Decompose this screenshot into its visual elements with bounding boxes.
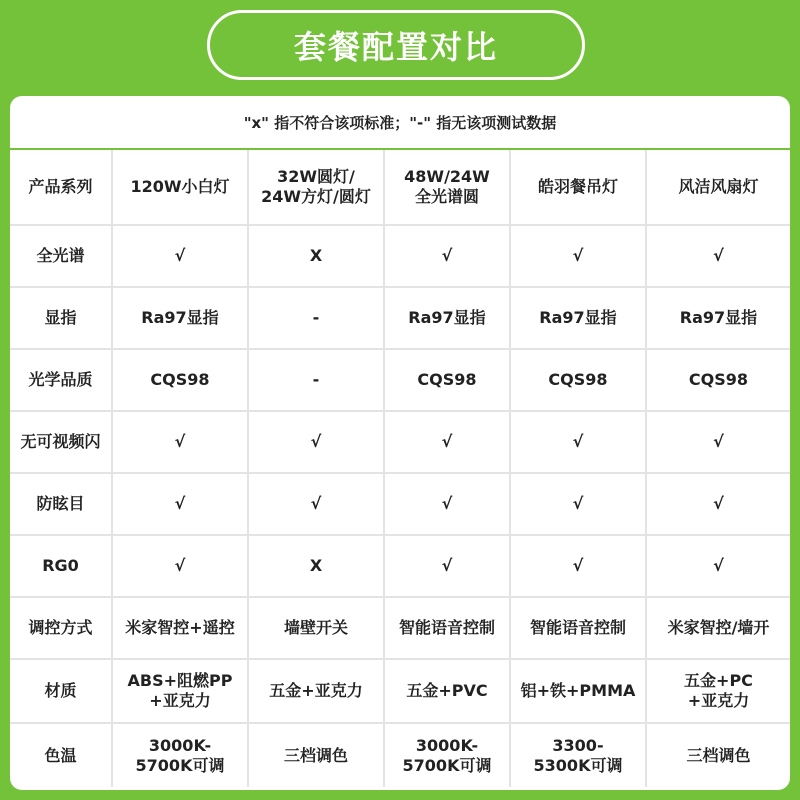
- table-cell: √: [248, 473, 384, 535]
- table-cell: ABS+阻燃PP +亚克力: [112, 659, 248, 723]
- product-header-cell: 32W圆灯/ 24W方灯/圆灯: [248, 150, 384, 225]
- table-cell: CQS98: [112, 349, 248, 411]
- table-cell: X: [248, 225, 384, 287]
- product-header-cell: 风洁风扇灯: [646, 150, 790, 225]
- table-cell: √: [248, 411, 384, 473]
- table-cell: 五金+PC +亚克力: [646, 659, 790, 723]
- table-cell: √: [112, 411, 248, 473]
- table-cell: CQS98: [384, 349, 510, 411]
- table-cell: √: [112, 473, 248, 535]
- table-cell: -: [248, 349, 384, 411]
- table-row: [10, 473, 790, 535]
- page-title: 套餐配置对比: [293, 28, 498, 66]
- table-cell: Ra97显指: [112, 287, 248, 349]
- table-row: [10, 597, 790, 659]
- table-row: [10, 723, 790, 787]
- table-cell: 3300- 5300K可调: [510, 723, 646, 787]
- table-cell: 3000K- 5700K可调: [112, 723, 248, 787]
- table-cell: √: [646, 473, 790, 535]
- table-cell: CQS98: [510, 349, 646, 411]
- product-header-cell: 48W/24W 全光谱圆: [384, 150, 510, 225]
- product-header-cell: 皓羽餐吊灯: [510, 150, 646, 225]
- table-cell: √: [646, 411, 790, 473]
- table-cell: √: [510, 473, 646, 535]
- table-cell: √: [646, 535, 790, 597]
- table-cell: 铝+铁+PMMA: [510, 659, 646, 723]
- table-cell: √: [510, 225, 646, 287]
- table-cell: -: [248, 287, 384, 349]
- table-cell: √: [384, 535, 510, 597]
- feature-label-cell: 调控方式: [10, 597, 112, 659]
- table-cell: √: [112, 225, 248, 287]
- comparison-panel: [10, 96, 790, 790]
- table-cell: 三档调色: [686, 745, 751, 765]
- table-header-row: [10, 150, 790, 225]
- table-cell: Ra97显指: [384, 287, 510, 349]
- feature-label-cell: 光学品质: [10, 349, 112, 411]
- table-row: [10, 659, 790, 723]
- feature-label-cell: 材质: [10, 659, 112, 723]
- feature-label-cell: 防眩目: [10, 473, 112, 535]
- legend-note: "x" 指不符合该项标准；"-" 指无该项测试数据: [10, 96, 790, 150]
- comparison-table: [10, 150, 790, 787]
- table-cell: Ra97显指: [510, 287, 646, 349]
- table-row: [10, 535, 790, 597]
- table-cell: CQS98: [646, 349, 790, 411]
- table-cell: Ra97显指: [646, 287, 790, 349]
- table-cell: X: [248, 535, 384, 597]
- table-cell: 米家智控+遥控: [112, 597, 248, 659]
- feature-label-cell: 色温: [10, 723, 112, 787]
- table-cell: 智能语音控制: [510, 597, 646, 659]
- table-cell: 3000K- 5700K可调: [384, 723, 510, 787]
- table-cell: √: [510, 411, 646, 473]
- table-cell: √: [646, 225, 790, 287]
- feature-label-cell: 全光谱: [10, 225, 112, 287]
- table-cell: √: [384, 473, 510, 535]
- table-cell: 五金+亚克力: [248, 659, 384, 723]
- table-cell: 智能语音控制: [384, 597, 510, 659]
- table-cell: √: [112, 535, 248, 597]
- table-cell: √: [384, 225, 510, 287]
- table-cell: 米家智控/墙开: [646, 597, 790, 659]
- table-cell: 墙壁开关: [248, 597, 384, 659]
- product-header-cell: 120W小白灯: [112, 150, 248, 225]
- table-cell: 五金+PVC: [384, 659, 510, 723]
- table-row: [10, 225, 790, 287]
- table-cell: √: [510, 535, 646, 597]
- feature-label-cell: RG0: [10, 535, 112, 597]
- feature-label-cell: 显指: [10, 287, 112, 349]
- feature-label-cell: 无可视频闪: [10, 411, 112, 473]
- title-banner: [207, 10, 585, 80]
- table-row: [10, 349, 790, 411]
- table-cell: 三档调色: [248, 723, 384, 787]
- header-label-cell: 产品系列: [10, 150, 112, 225]
- table-row: [10, 287, 790, 349]
- table-row: [10, 411, 790, 473]
- table-cell: √: [384, 411, 510, 473]
